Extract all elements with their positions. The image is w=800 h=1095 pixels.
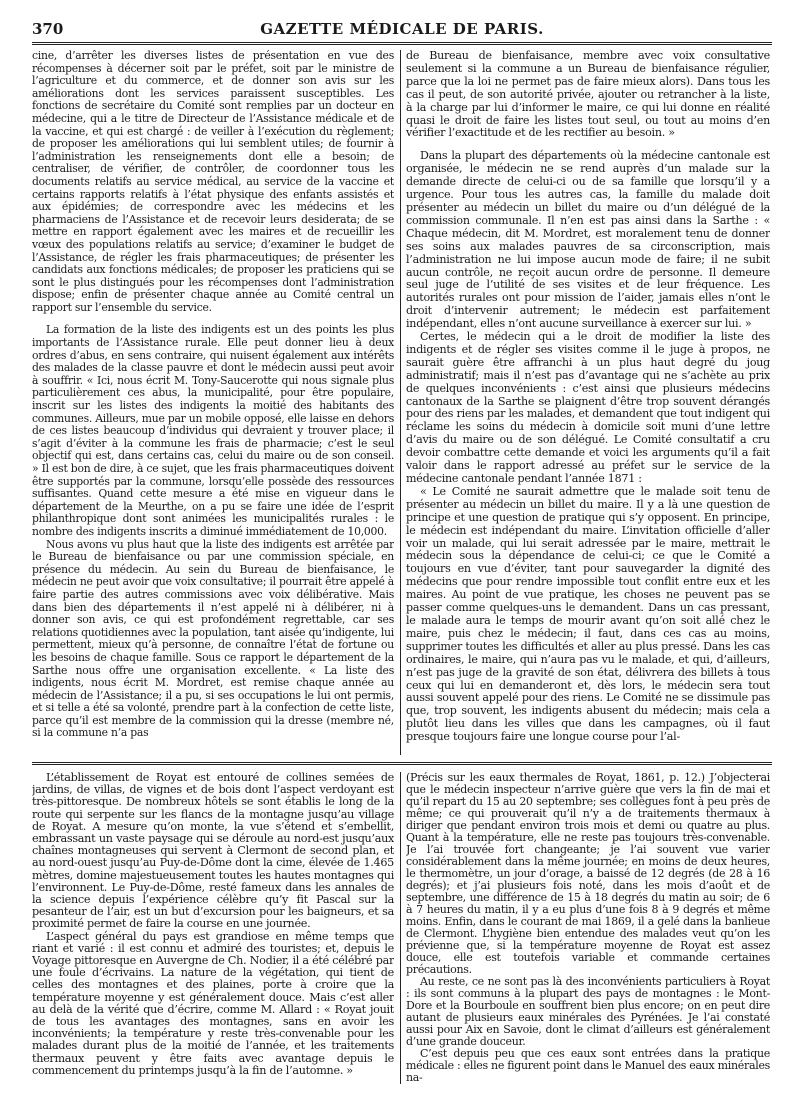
paragraph: L’aspect général du pays est grandiose en même temps que riant et varié : il est connu et admiré des touristes; et, depuis le Voyage pittoresque en Auvergne de Ch. Nodier, il a été célébré par une foule d’écrivains. La nature de la végétation, qui tient de celles des montagnes et des plaines, porte à croire que la température moyenne y est généralement douce. Mais c’est aller au delà de la vérité que d’écrire, comme M. Allard : « Royat jouit de tous les avantages des montagnes, sans en avoir les inconvénients; la température y reste très-convenable pour les malades durant plus de la moitié de l’année, et les traitements thermaux peuvent y être faits avec avantage depuis le commencement du printemps jusqu’à la fin de l’automne. » (32, 929, 394, 1077)
paragraph: Nous avons vu plus haut que la liste des indigents est arrêtée par le Bureau de bienfaisance ou par une commission spéciale, en présence du médecin. Au sein du Bureau de bienfaisance, le médecin ne peut avoir que voix consultative; il pourrait être appelé à faire partie des autres commissions avec voix délibérative. Mais dans bien des départements il n’est appelé ni à délibérer, ni à donner son avis, ce qui est profondément regrettable, car ses relations quotidiennes avec la population, tant aisée qu’indigente, lui permettent, mieux qu’à personne, de connaître l’état de fortune ou les besoins de chaque famille. Sous ce rapport le département de la Sarthe nous offre une organisation excellente. « La liste des indigents, nous écrit M. Mordret, est remise chaque année au médecin de l’Assistance; il a pu, si ses occupations le lui ont permis, et si telle a été sa volonté, prendre part à la confection de cette liste, parce qu’il est membre de la commission qui la dresse (membre né, si la commune n’a pas (32, 537, 394, 740)
section-rule (32, 762, 772, 765)
journal-title: GAZETTE MÉDICALE DE PARIS. (260, 20, 544, 38)
feuilleton-left-column (32, 772, 394, 1084)
paragraph: de Bureau de bienfaisance, membre avec voix consultative seulement si la commune a un Bureau de bienfaisance régulier, parce que la loi ne permet pas de faire mieux alors). Dans tous les cas il peut, de son autorité privée, ajouter ou retrancher à la liste, à la charge par lui d’informer le maire, ce qui lui donne en réalité quasi le droit de faire les listes tout seul, ou tout au moins d’en vérifier l’exactitude et de les rectifier au besoin. » (406, 50, 770, 140)
page-number: 370 (32, 20, 64, 38)
paragraph: « Le Comité ne saurait admettre que le malade soit tenu de présenter au médecin un billet du maire. Il y a là une question de principe et une question de pratique qui s’y opposent. En principe, le médecin est indépendant du maire. L’invitation officielle d’aller voir un malade, qui lui serait adressée par le maire, mettrait le médecin sous la dépendance de celui-ci; ce que le Comité a toujours en vue d’éviter, tant pour sauvegarder la dignité des médecins que pour rendre impossible tout conflit entre eux et les maires. Au point de vue pratique, les choses ne peuvent pas se passer comme quelques-uns le demandent. Dans un cas pressant, le malade aura le temps de mourir avant qu’on soit allé chez le maire, puis chez le médecin; il faut, dans ces cas au moins, supprimer toutes les difficultés et aller au plus pressé. Dans les cas ordinaires, le maire, qui n’aura pas vu le malade, et qui, d’ailleurs, n’est pas juge de la gravité de son état, délivrera des billets à tous ceux qui lui en demanderont et, dès lors, le médecin sera tout aussi souvent appelé pour des riens. Le Comité ne se dissimule pas que, trop souvent, les indigents abusent du médecin; mais cela a plutôt lieu dans les villes que dans les campagnes, où il faut presque toujours faire une longue course pour l’al- (406, 484, 770, 744)
paragraph: La formation de la liste des indigents est un des points les plus importants de l’Assistance rurale. Elle peut donner lieu à deux ordres d’abus, en sens contraire, qui nuisent également aux intérêts des malades de la classe pauvre et dont le médecin aussi peut avoir à souffrir. « Ici, nous écrit M. Tony-Saucerotte qui nous signale plus particulièrement ces abus, la municipalité, pour être populaire, inscrit sur les listes des indigents la moitié des habitants des communes. Ailleurs, mue par un mobile opposé, elle laisse en dehors de ces listes beaucoup d’individus qui devraient y trouver place; il s’agit d’éviter à la commune les frais de pharmacie; c’est le seul objectif qui est, dans certains cas, celui du maire ou de son conseil. » Il est bon de dire, à ce sujet, que les frais pharmaceutiques doivent être supportés par la commune, lorsqu’elle possède des ressources suffisantes. Quand cette mesure a été mise en vigueur dans le département de la Meurthe, on a pu se faire une idée de l’esprit philanthropique dont sont animées les municipalités rurales : le nombre des indigents inscrits a diminué immédiatement de 10,000. (32, 323, 394, 538)
article-top-right-column (406, 50, 770, 755)
article-top-left-column (32, 50, 394, 755)
page-header (32, 18, 772, 40)
column-divider (400, 50, 401, 755)
header-rule (32, 42, 772, 45)
column-divider (400, 772, 401, 1084)
paragraph: cine, d’arrêter les diverses listes de présentation en vue des récompenses à décerner soit par le préfet, soit par le ministre de l’agriculture et du commerce, et de donner son avis sur les améliorations dont les services paraissent susceptibles. Les fonctions de secrétaire du Comité sont remplies par un docteur en médecine, qui a le titre de Directeur de l’Assistance médicale et de la vaccine, et qui est chargé : de veiller à l’exécution du règlement; de proposer les améliorations qui lui semblent utiles; de fournir à l’administration les renseignements dont elle a besoin; de centraliser, de vérifier, de contrôler, de coordonner tous les documents relatifs au service médical, au service de la vaccine et certains rapports relatifs à l’état physique des enfants assistés et aux épidémies; de correspondre avec les médecins et les pharmaciens de l’Assistance et de recevoir leurs desiderata; de se mettre en rapport également avec les maires et de recueillir les vœux des populations relatifs au service; d’examiner le budget de l’Assistance, de régler les frais pharmaceutiques; de présenter les candidats aux fonctions médicales; de proposer les praticiens qui se sont le plus distingués pour les récompenses dont l’administration dispose; enfin de présenter chaque année au Comité central un rapport sur l’ensemble du service. (32, 50, 394, 314)
paragraph: Certes, le médecin qui a le droit de modifier la liste des indigents et de régler ses visites comme il le juge à propos, ne saurait guère être affranchi à un plus haut degré du joug administratif; mais il n’est pas d’avantage qui ne s’achète au prix de quelques inconvénients : c’est ainsi que plusieurs médecins cantonaux de la Sarthe se plaignent d’être trop souvent dérangés pour des riens par les malades, et demandent que tout indigent qui réclame les soins du médecin à domicile soit muni d’une lettre d’avis du maire ou de son délégué. Le Comité consultatif a cru devoir combattre cette demande et voici les arguments qu’il a fait valoir dans le rapport adressé au préfet sur le service de la médecine cantonale pendant l’année 1871 : (406, 330, 770, 485)
paragraph: L’établissement de Royat est entouré de collines semées de jardins, de villas, de vignes et de bois dont l’aspect verdoyant est très-pittoresque. De nombreux hôtels se sont établis le long de la route qui serpente sur les flancs de la montagne jusqu’au village de Royat. A mesure qu’on monte, la vue s’étend et s’embellit, embrassant un vaste paysage qui se déroule au nord-est jusqu’aux chaînes montagneuses qui servent à Clermont de second plan, et au nord-ouest jusqu’au Puy-de-Dôme dont la cime, élevée de 1.465 mètres, domine majestueusement toutes les hautes montagnes qui l’environnent. Le Puy-de-Dôme, resté fameux dans les annales de la science depuis l’expérience célèbre qu’y fit Pascal sur la pesanteur de l’air, est un but d’excursion pour les baigneurs, et sa proximité permet de faire la course en une journée. (32, 772, 394, 931)
feuilleton-right-column (406, 772, 770, 1084)
paragraph: Dans la plupart des départements où la médecine cantonale est organisée, le médecin ne se rend auprès d’un malade sur la demande directe de celui-ci ou de sa famille que lorsqu’il y a urgence. Pour tous les autres cas, la famille du malade doit présenter au médecin un billet du maire ou d’un délégué de la commission communale. Il n’en est pas ainsi dans la Sarthe : « Chaque médecin, dit M. Mordret, est moralement tenu de donner ses soins aux malades pauvres de sa circonscription, mais l’administration ne lui impose aucun mode de faire; il ne subit aucun contrôle, ne reçoit aucun ordre de personne. Il demeure seul juge de l’utilité de ses visites et de leur fréquence. Les autorités rurales ont pour mission de l’aider, jamais elles n’ont le droit d’intervenir autrement; le médecin est parfaitement indépendant, elles n’ont aucune surveillance à exercer sur lui. » (406, 149, 770, 331)
paragraph: Au reste, ce ne sont pas là des inconvénients particuliers à Royat : ils sont communs à la plupart des pays de montagnes : le Mont-Dore et la Bourboule en souffrent bien plus encore; on en peut dire autant de plusieurs eaux minérales des Pyrénées. Je l’ai constaté aussi pour Aix en Savoie, dont le climat d’ailleurs est généralement d’une grande douceur. (406, 975, 770, 1048)
paragraph: C’est depuis peu que ces eaux sont entrées dans la pratique médicale : elles ne figurent point dans le Manuel des eaux minérales na- (406, 1047, 770, 1084)
paragraph: (Précis sur les eaux thermales de Royat, 1861, p. 12.) J’objecterai que le médecin inspecteur n’arrive guère que vers la fin de mai et qu’il repart du 15 au 20 septembre; ses collègues font à peu près de même; ce qui prouverait qu’il n’y a de traitements thermaux à diriger que pendant environ trois mois et demi ou quatre au plus. Quant à la température, elle ne reste pas toujours très-convenable. Je l’ai trouvée fort changeante; je l’ai souvent vue varier considérablement dans la même journée; en moins de deux heures, le thermomètre, un jour d’orage, a baissé de 12 degrés (de 28 à 16 degrés); et j’ai plusieurs fois noté, dans les mois d’août et de septembre, une différence de 15 à 18 degrés du matin au soir; de 6 à 7 heures du matin, il y a eu plus d’une fois 8 à 9 degrés et même moins. Enfin, dans le courant de mai 1869, il a gelé dans la banlieue de Clermont. L’hygiène bien entendue des malades veut qu’on les prévienne que, si la température moyenne de Royat est assez douce, elle est toutefois variable et commande certaines précautions. (406, 772, 770, 976)
